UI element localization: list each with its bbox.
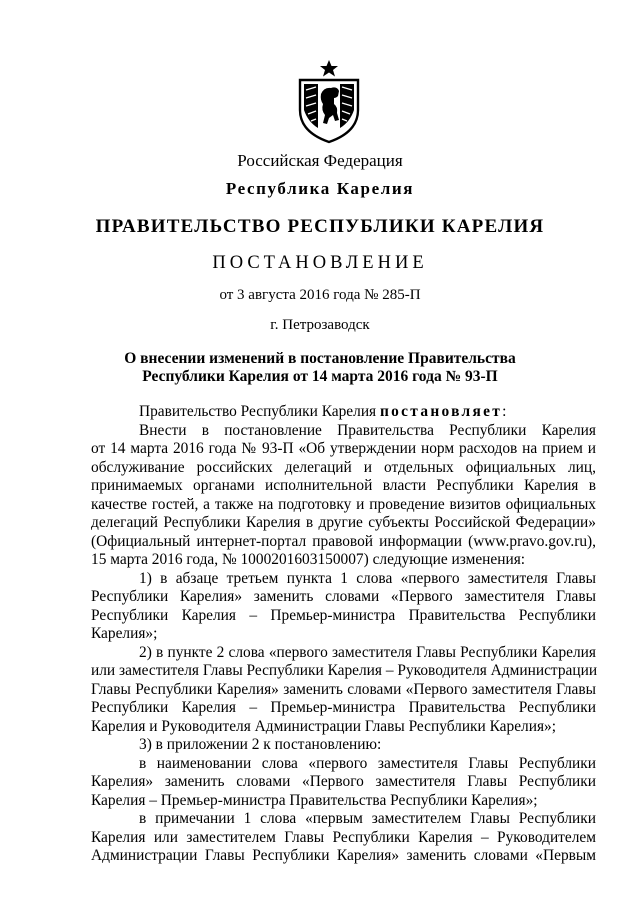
body-line: Главы Республики Карелия» заменить словами «Первого заместителя Главы (91, 680, 596, 698)
document-type: ПОСТАНОВЛЕНИЕ (212, 253, 428, 273)
republic-name: Республика Карелия (225, 179, 415, 198)
intro-prefix: Правительство Республики Карелия (139, 403, 380, 420)
body-line: Внести в постановление Правительства Республики Карелия (139, 421, 596, 439)
body-line: Карелия и Руководителя Администрации Главы Республики Карелия»; (91, 717, 557, 735)
body-line: 15 марта 2016 года, № 1000201603150007) следующие изменения: (91, 551, 526, 568)
subject-line-1: О внесении изменений в постановление Правительства (124, 350, 516, 367)
body-line: Республики Карелия – Премьер-министра Правительства Республики (91, 699, 596, 716)
intro-resolves: постановляет (379, 403, 503, 420)
body-line: 2) в пункте 2 слова «первого заместителя Главы Республики Карелия (139, 643, 596, 661)
body-line: Карелия» заменить словами «Первого заместителя Главы Республики (91, 773, 596, 790)
body-line: или заместителя Главы Республики Карелия – Руководителя Администрации (91, 662, 598, 679)
body-line: 1) в абзаце третьем пункта 1 слова «первого заместителя Главы (139, 569, 596, 587)
intro-suffix: : (502, 403, 507, 420)
document-body (91, 403, 596, 866)
body-line: в примечании 1 слова «первым заместителем Главы Республики (139, 810, 596, 827)
country-name: Российская Федерация (237, 151, 403, 170)
document-city: г. Петрозаводск (270, 317, 370, 333)
document-date-number: от 3 августа 2016 года № 285-П (219, 287, 421, 303)
coat-of-arms-emblem (294, 58, 364, 144)
intro-line (91, 403, 596, 422)
body-line: от 14 марта 2016 года № 93-П «Об утверждении норм расходов на прием и (91, 440, 596, 457)
body-line: (Официальный интернет-портал правовой информации (www.pravo.gov.ru), (91, 532, 596, 550)
body-line: Карелия – Премьер-министра Правительства Республики Карелия»; (91, 791, 538, 809)
body-line: качестве гостей, а также на подготовку и проведение визитов официальных (91, 495, 596, 513)
body-line: в наименовании слова «первого заместителя Главы Республики (139, 754, 596, 772)
body-line: Карелия»; (91, 625, 158, 642)
body-line: Республики Карелия – Премьер-министра Правительства Республики (91, 606, 596, 624)
government-title: ПРАВИТЕЛЬСТВО РЕСПУБЛИКИ КАРЕЛИЯ (95, 216, 545, 237)
document-subject (0, 350, 640, 386)
body-line: 3) в приложении 2 к постановлению: (139, 736, 382, 753)
body-line: Республики Карелия» заменить словами «Первого заместителя Главы (91, 588, 596, 605)
body-line: Карелия или заместителем Главы Республики Карелия – Руководителем (91, 828, 596, 846)
body-line: Администрации Главы Республики Карелия» заменить словами «Первым (91, 847, 596, 864)
body-line: обслуживание российских делегаций и отдельных официальных лиц, (91, 458, 596, 476)
body-line: принимаемых органами исполнительной власти Республики Карелия в (91, 477, 596, 494)
subject-line-2: Республики Карелия от 14 марта 2016 года № 93-П (142, 368, 498, 385)
body-line: делегаций Республики Карелия в другие субъекты Российской Федерации» (91, 514, 596, 531)
